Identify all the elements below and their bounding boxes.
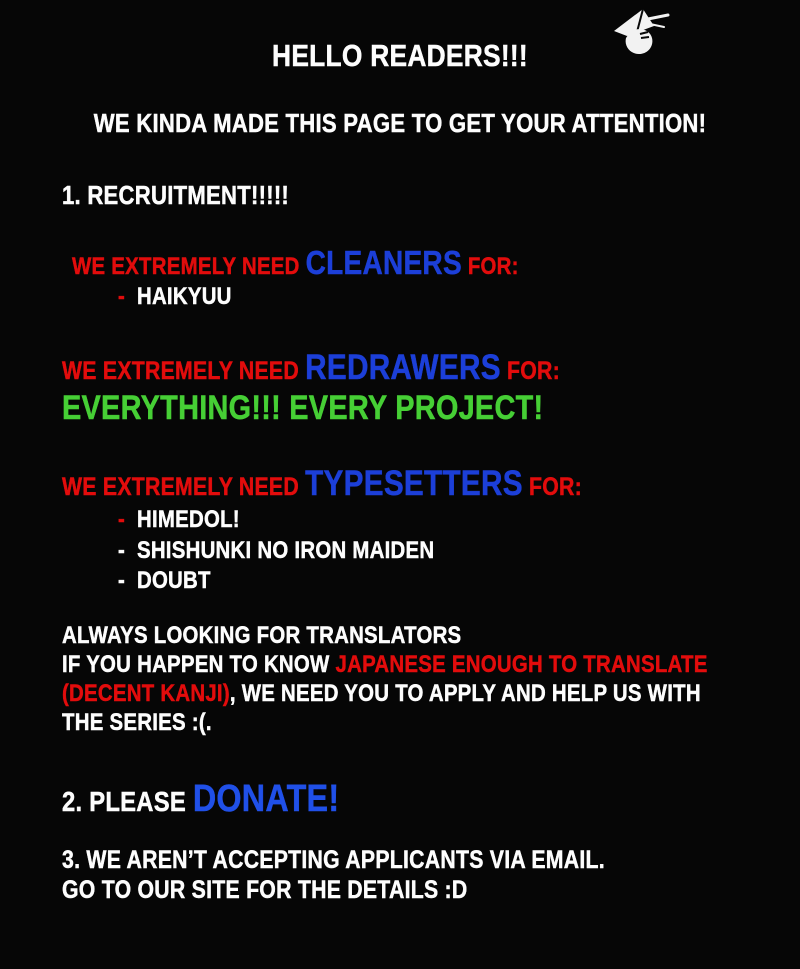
translators-line-2	[62, 653, 708, 677]
applicants-note-line-2: GO TO OUR SITE FOR THE DETAILS :D	[62, 876, 468, 904]
donate-line	[62, 780, 339, 818]
attention-subtitle: WE KINDA MADE THIS PAGE TO GET YOUR ATTENTION!	[93, 108, 707, 138]
cleaners-need-line	[72, 246, 519, 279]
for-suffix: FOR:	[500, 357, 560, 385]
translators-line-1: ALWAYS LOOKING FOR TRANSLATORS	[62, 622, 462, 649]
need-prefix: WE EXTREMELY NEED	[72, 253, 306, 280]
for-suffix: FOR:	[461, 253, 519, 280]
translators-text: IF YOU HAPPEN TO KNOW	[62, 651, 336, 678]
translators-text: , WE NEED YOU TO APPLY AND HELP US WITH	[229, 680, 701, 707]
project-bullet: -	[118, 283, 126, 310]
project-bullet: -	[118, 537, 126, 564]
translators-line-4: THE SERIES :(.	[62, 709, 212, 736]
donate-prefix: 2. PLEASE	[62, 786, 193, 817]
role-name-redrawers: REDRAWERS	[305, 348, 501, 387]
for-suffix: FOR:	[522, 473, 582, 501]
typesetters-project-item	[118, 508, 240, 532]
role-name-typesetters: TYPESETTERS	[305, 464, 523, 503]
redrawers-projects-note: EVERYTHING!!! EVERY PROJECT!	[62, 389, 544, 427]
page-title: HELLO READERS!!!	[272, 38, 528, 73]
cleaners-project-item	[118, 285, 232, 309]
recruitment-heading: 1. RECRUITMENT!!!!!	[62, 180, 290, 210]
need-prefix: WE EXTREMELY NEED	[62, 473, 306, 501]
project-bullet: -	[118, 567, 126, 594]
project-name: SHISHUNKI NO IRON MAIDEN	[136, 537, 435, 564]
project-name: HIMEDOL!	[136, 506, 240, 533]
role-name-cleaners: CLEANERS	[305, 244, 462, 281]
project-name: HAIKYUU	[136, 283, 232, 310]
redrawers-need-line	[62, 350, 560, 385]
typesetters-need-line	[62, 466, 582, 501]
typesetters-project-item	[118, 569, 211, 593]
translators-line-3	[62, 682, 701, 706]
translators-highlight: JAPANESE ENOUGH TO TRANSLATE	[335, 651, 708, 678]
project-bullet: -	[118, 506, 126, 533]
project-name: DOUBT	[136, 567, 211, 594]
donate-highlight: DONATE!	[192, 778, 340, 820]
translators-highlight: (DECENT KANJI)	[62, 680, 230, 707]
typesetters-project-item	[118, 539, 434, 563]
need-prefix: WE EXTREMELY NEED	[62, 357, 306, 385]
applicants-note-line-1: 3. WE AREN’T ACCEPTING APPLICANTS VIA EMAIL.	[62, 846, 605, 874]
